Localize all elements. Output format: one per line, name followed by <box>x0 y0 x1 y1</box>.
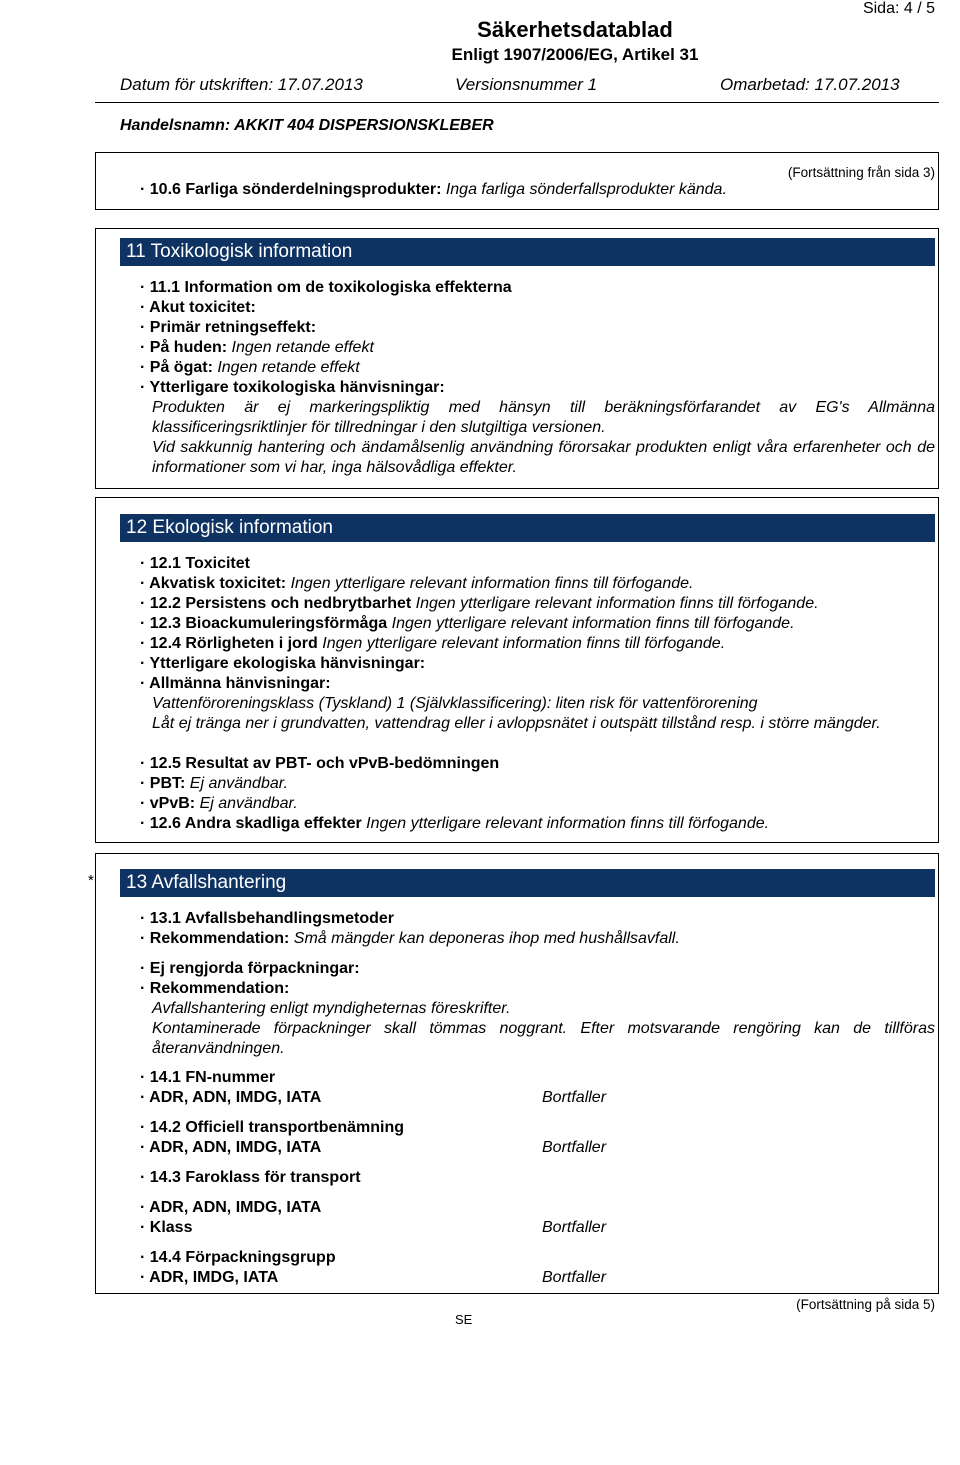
s14-2-heading: · 14.2 Officiell transportbenämning <box>140 1119 405 1136</box>
language-code: SE <box>455 1312 473 1327</box>
document-subtitle: Enligt 1907/2006/EG, Artikel 31 <box>451 45 699 64</box>
further-tox-heading: · Ytterligare toxikologiska hänvisningar: <box>140 379 445 396</box>
skin-line <box>140 338 374 358</box>
further-eco-heading: · Ytterligare ekologiska hänvisningar: <box>140 655 426 672</box>
s12-4-line <box>140 634 725 654</box>
print-date: Datum för utskriften: 17.07.2013 <box>120 75 363 94</box>
s10-6-value: Inga farliga sönderfallsprodukter kända. <box>441 181 727 198</box>
recommendation-2-heading: · Rekommendation: <box>140 980 290 997</box>
s14-1-label: · ADR, ADN, IMDG, IATA <box>140 1089 322 1106</box>
s12-2-label: · 12.2 Persistens och nedbrytbarhet <box>140 595 412 612</box>
s14-4-value: Bortfaller <box>542 1269 607 1286</box>
s14-1-row <box>140 1088 935 1108</box>
s14-1-value: Bortfaller <box>542 1089 607 1106</box>
eye-label: · På ögat: <box>140 359 213 376</box>
aquatic-line <box>140 574 693 594</box>
eye-line <box>140 358 360 378</box>
s14-3-row-label: · ADR, ADN, IMDG, IATA <box>140 1199 322 1216</box>
vpvb-value: Ej användbar. <box>195 795 298 812</box>
acute-toxicity: · Akut toxicitet: <box>140 299 256 316</box>
vpvb-label: · vPvB: <box>140 795 196 812</box>
s14-2-row <box>140 1138 935 1158</box>
s14-4-label: · ADR, IMDG, IATA <box>140 1269 279 1286</box>
aquatic-value: Ingen ytterligare relevant information finns till förfogande. <box>286 575 694 592</box>
recommendation-label: · Rekommendation: <box>140 930 290 947</box>
s10-6-label: · 10.6 Farliga sönderdelningsprodukter: <box>140 181 442 198</box>
revised-date: Omarbetad: 17.07.2013 <box>720 75 900 94</box>
uncleaned-packaging-heading: · Ej rengjorda förpackningar: <box>140 960 360 977</box>
s14-2-value: Bortfaller <box>542 1139 607 1156</box>
header-divider <box>95 102 939 103</box>
general-notes-heading: · Allmänna hänvisningar: <box>140 675 331 692</box>
pbt-label: · PBT: <box>140 775 186 792</box>
continued-to: (Fortsättning på sida 5) <box>796 1297 935 1312</box>
s12-3-value: Ingen ytterligare relevant information finns till förfogande. <box>387 615 795 632</box>
pbt-value: Ej användbar. <box>185 775 288 792</box>
skin-label: · På huden: <box>140 339 228 356</box>
contaminated-packaging-paragraph: Kontaminerade förpackninger skall tömmas noggrant. Efter motsvarande rengöring kan de tillföras återanvändningen. <box>152 1020 935 1057</box>
continued-from: (Fortsättning från sida 3) <box>787 165 935 180</box>
s12-4-label: · 12.4 Rörligheten i jord <box>140 635 318 652</box>
s14-1-heading: · 14.1 FN-nummer <box>140 1069 276 1086</box>
primary-irritation: · Primär retningseffekt: <box>140 319 317 336</box>
s14-3-heading: · 14.3 Faroklass för transport <box>140 1169 361 1186</box>
tox-paragraph-1: Produkten är ej markeringspliktig med hänsyn till beräkningsförfarandet av EG's Allmänna klassificeringsriktlinjer för tillredningar i den slutgiltiga versionen. <box>152 399 935 436</box>
class-row <box>140 1218 935 1238</box>
groundwater-paragraph: Låt ej tränga ner i grundvatten, vattendrag eller i avloppsnätet i outspätt tillstånd resp. i större mängder. <box>152 715 881 732</box>
change-marker: * <box>88 872 94 889</box>
s10-6-line <box>140 180 727 200</box>
s12-6-line <box>140 814 769 834</box>
section-13-banner: 13 Avfallshantering <box>120 869 935 897</box>
disposal-regulation: Avfallshantering enligt myndigheternas föreskrifter. <box>152 1000 511 1017</box>
section-11-banner: 11 Toxikologisk information <box>120 238 935 266</box>
trade-name: Handelsnamn: AKKIT 404 DISPERSIONSKLEBER <box>120 117 494 134</box>
pbt-line <box>140 774 288 794</box>
s13-1-heading: · 13.1 Avfallsbehandlingsmetoder <box>140 910 394 927</box>
vpvb-line <box>140 794 298 814</box>
s11-1-heading: · 11.1 Information om de toxikologiska effekterna <box>140 279 512 296</box>
section-12-banner: 12 Ekologisk information <box>120 514 935 542</box>
s14-4-heading: · 14.4 Förpackningsgrupp <box>140 1249 336 1266</box>
aquatic-label: · Akvatisk toxicitet: <box>140 575 287 592</box>
class-value: Bortfaller <box>542 1219 607 1236</box>
s12-6-label: · 12.6 Andra skadliga effekter <box>140 815 362 832</box>
s12-2-line <box>140 594 819 614</box>
version-number: Versionsnummer 1 <box>455 75 598 94</box>
page-number: Sida: 4 / 5 <box>862 0 935 17</box>
s14-2-label: · ADR, ADN, IMDG, IATA <box>140 1139 322 1156</box>
class-label: · Klass <box>140 1219 193 1236</box>
eye-value: Ingen retande effekt <box>212 359 360 376</box>
s12-5-heading: · 12.5 Resultat av PBT- och vPvB-bedömningen <box>140 755 500 772</box>
water-hazard-class: Vattenföroreningsklass (Tyskland) 1 (Självklassificering): liten risk för vattenförorening <box>152 695 758 712</box>
s14-4-row <box>140 1268 935 1288</box>
s12-6-value: Ingen ytterligare relevant information finns till förfogande. <box>361 815 770 832</box>
s12-3-line <box>140 614 795 634</box>
s12-3-label: · 12.3 Bioackumuleringsförmåga <box>140 615 388 632</box>
tox-paragraph-2: Vid sakkunnig hantering och ändamålsenlig användning förorsakar produkten enligt våra erfarenheter och de informationer som vi har, inga hälsovådliga effekter. <box>152 439 935 476</box>
skin-value: Ingen retande effekt <box>227 339 374 356</box>
s12-4-value: Ingen ytterligare relevant information finns till förfogande. <box>317 635 726 652</box>
recommendation-value: Små mängder kan deponeras ihop med hushållsavfall. <box>289 930 680 947</box>
s12-2-value: Ingen ytterligare relevant information finns till förfogande. <box>411 595 819 612</box>
document-title: Säkerhetsdatablad <box>477 17 673 42</box>
s12-1-heading: · 12.1 Toxicitet <box>140 555 250 572</box>
recommendation-line <box>140 929 680 949</box>
